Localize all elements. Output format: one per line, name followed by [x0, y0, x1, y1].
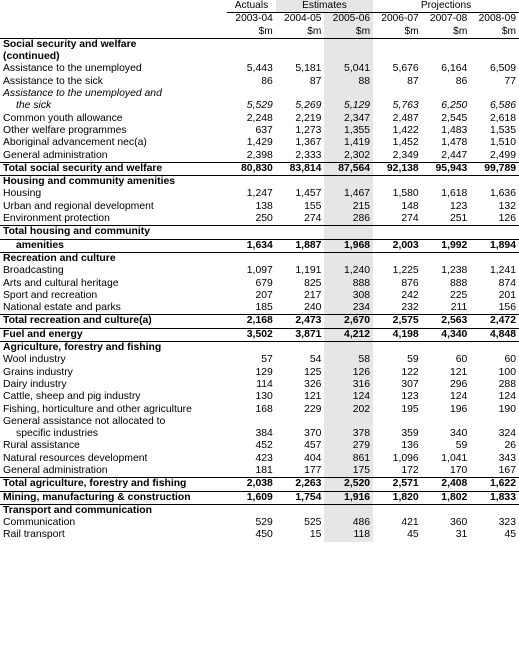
- value-cell: 2,447: [441, 149, 468, 161]
- header-unit: $m: [422, 26, 471, 39]
- row-label: Cattle, sheep and pig industry: [3, 391, 141, 403]
- value-cell: 274: [401, 213, 419, 225]
- value-cell: 125: [304, 366, 322, 378]
- header-unit: $m: [227, 26, 276, 39]
- value-cell: 6,586: [489, 100, 516, 112]
- header-year: 2005-06: [324, 13, 373, 26]
- value-cell: 876: [401, 277, 419, 289]
- row-label: Assistance to the unemployed and: [3, 88, 162, 100]
- table-row: [0, 290, 519, 302]
- value-cell: 457: [304, 440, 322, 452]
- value-cell: 132: [498, 200, 516, 212]
- value-cell: 2,263: [276, 478, 325, 491]
- value-cell: 1,916: [324, 491, 373, 504]
- table-row: [0, 100, 519, 112]
- value-cell: 175: [324, 465, 373, 478]
- value-cell: 1,636: [489, 188, 516, 200]
- value-cell: 1,968: [324, 239, 373, 252]
- row-label: National estate and parks: [3, 302, 121, 314]
- row-label: Fuel and energy: [0, 328, 227, 341]
- value-cell: 1,367: [295, 137, 322, 149]
- total-row: [0, 491, 519, 504]
- value-cell: 195: [401, 403, 419, 415]
- value-cell: 80,830: [227, 162, 276, 175]
- value-cell: 168: [255, 403, 273, 415]
- value-cell: 92,138: [373, 162, 422, 175]
- value-cell: 250: [255, 213, 273, 225]
- header-unit: $m: [276, 26, 325, 39]
- value-cell: 156: [498, 302, 516, 314]
- table-row: [0, 391, 519, 403]
- row-label: Natural resources development: [3, 452, 148, 464]
- value-cell: 1,422: [392, 124, 419, 136]
- value-cell: 225: [449, 289, 468, 301]
- value-cell: 529: [255, 517, 273, 529]
- section-heading-row: [0, 252, 519, 265]
- row-label: Sport and recreation: [3, 289, 98, 301]
- header-years-row: [0, 13, 519, 26]
- total-row: [0, 239, 519, 252]
- value-cell: 122: [401, 366, 419, 378]
- table-row: [0, 278, 519, 290]
- value-cell: 83,814: [276, 162, 325, 175]
- table-row: [0, 367, 519, 379]
- value-cell: 130: [255, 391, 273, 403]
- row-label: (continued): [3, 51, 60, 63]
- value-cell: 1,096: [392, 452, 419, 464]
- value-cell: 5,443: [246, 63, 273, 75]
- value-cell: 31: [455, 529, 468, 541]
- row-label: Total housing and community: [0, 226, 227, 239]
- value-cell: 1,580: [392, 188, 419, 200]
- header-year: 2008-09: [478, 13, 516, 25]
- table-row: [0, 51, 519, 63]
- header-unit: $m: [324, 26, 373, 39]
- value-cell: 185: [255, 302, 273, 314]
- value-cell: 1,240: [324, 265, 373, 277]
- value-cell: 87,564: [324, 162, 373, 175]
- value-cell: 1,634: [227, 239, 276, 252]
- value-cell: 324: [498, 428, 516, 440]
- value-cell: 5,181: [295, 63, 322, 75]
- row-label: Common youth allowance: [3, 112, 123, 124]
- row-label: Communication: [3, 517, 76, 529]
- value-cell: 1,618: [441, 188, 468, 200]
- value-cell: 404: [304, 452, 322, 464]
- value-cell: 240: [304, 302, 322, 314]
- value-cell: 1,191: [295, 265, 322, 277]
- value-cell: 861: [324, 453, 373, 465]
- header-year: 2006-07: [381, 13, 419, 25]
- value-cell: 60: [504, 354, 516, 366]
- total-row: [0, 478, 519, 491]
- table-row: [0, 76, 519, 88]
- header-unit: $m: [373, 26, 422, 39]
- value-cell: 2,398: [246, 149, 273, 161]
- value-cell: 5,129: [324, 100, 373, 112]
- header-projections: Projections: [373, 0, 519, 13]
- value-cell: 232: [401, 302, 419, 314]
- value-cell: 2,618: [489, 112, 516, 124]
- value-cell: 286: [324, 213, 373, 226]
- value-cell: 1,754: [276, 491, 325, 504]
- value-cell: 5,676: [392, 63, 419, 75]
- row-label: General administration: [3, 149, 108, 161]
- value-cell: 343: [498, 452, 516, 464]
- value-cell: 201: [498, 289, 516, 301]
- value-cell: 4,198: [373, 328, 422, 341]
- value-cell: 2,575: [373, 315, 422, 328]
- section-heading-row: [0, 176, 519, 189]
- value-cell: 5,529: [246, 100, 273, 112]
- value-cell: 251: [449, 213, 468, 225]
- total-row: [0, 162, 519, 175]
- row-label: Housing and community amenities: [3, 176, 176, 188]
- value-cell: 86: [261, 75, 273, 87]
- value-cell: 2,038: [227, 478, 276, 491]
- table-body: [0, 38, 519, 541]
- value-cell: 323: [498, 517, 516, 529]
- value-cell: 99,789: [470, 162, 519, 175]
- value-cell: 5,041: [324, 63, 373, 75]
- value-cell: 45: [407, 529, 419, 541]
- row-label: Assistance to the unemployed: [3, 63, 142, 75]
- value-cell: 1,273: [295, 124, 322, 136]
- value-cell: 242: [401, 289, 419, 301]
- row-label: General assistance not allocated to: [3, 415, 166, 427]
- value-cell: 308: [324, 290, 373, 302]
- table-row: [0, 63, 519, 75]
- section-heading-row: [0, 38, 519, 51]
- value-cell: 60: [455, 354, 468, 366]
- value-cell: 100: [498, 366, 516, 378]
- value-cell: 2,487: [392, 112, 419, 124]
- value-cell: 4,848: [470, 328, 519, 341]
- row-label: Recreation and culture: [3, 252, 116, 264]
- value-cell: 2,571: [373, 478, 422, 491]
- value-cell: 6,509: [489, 63, 516, 75]
- value-cell: 15: [309, 529, 322, 541]
- row-label: Wool industry: [3, 354, 66, 366]
- value-cell: 378: [324, 428, 373, 440]
- table-row: [0, 150, 519, 163]
- value-cell: 1,478: [441, 137, 468, 149]
- value-cell: 2,003: [373, 239, 422, 252]
- table-row: [0, 302, 519, 315]
- value-cell: 2,545: [441, 112, 468, 124]
- table-row: [0, 188, 519, 200]
- value-cell: 288: [498, 378, 516, 390]
- value-cell: 114: [256, 378, 273, 390]
- header-actuals: Actuals: [227, 0, 276, 13]
- table-row: [0, 379, 519, 391]
- value-cell: 207: [255, 289, 273, 301]
- table-row: [0, 113, 519, 125]
- table-row: [0, 125, 519, 137]
- value-cell: 211: [450, 302, 468, 314]
- row-label: Broadcasting: [3, 265, 64, 277]
- value-cell: 2,473: [276, 315, 325, 328]
- row-label: Urban and regional development: [3, 200, 154, 212]
- value-cell: 217: [304, 289, 322, 301]
- value-cell: 95,943: [422, 162, 471, 175]
- value-cell: 1,355: [324, 125, 373, 137]
- value-cell: 1,510: [489, 137, 516, 149]
- value-cell: 87: [309, 75, 322, 87]
- value-cell: 6,164: [441, 63, 468, 75]
- value-cell: 486: [324, 517, 373, 529]
- value-cell: 2,472: [470, 315, 519, 328]
- value-cell: 888: [324, 278, 373, 290]
- row-label: Arts and cultural heritage: [3, 277, 119, 289]
- value-cell: 181: [255, 464, 273, 476]
- value-cell: 2,219: [295, 112, 322, 124]
- value-cell: 316: [324, 379, 373, 391]
- value-cell: 1,820: [373, 491, 422, 504]
- table-row: [0, 404, 519, 416]
- table-row: [0, 201, 519, 213]
- value-cell: 87: [407, 75, 419, 87]
- row-label: Environment protection: [3, 213, 110, 225]
- row-label: Total social security and welfare: [0, 162, 227, 175]
- value-cell: 274: [304, 213, 322, 225]
- value-cell: 1,802: [422, 491, 471, 504]
- row-label: Agriculture, forestry and fishing: [3, 342, 162, 354]
- value-cell: 123: [449, 200, 468, 212]
- value-cell: 1,241: [489, 265, 516, 277]
- value-cell: 2,499: [489, 149, 516, 161]
- value-cell: 450: [255, 529, 273, 541]
- value-cell: 229: [304, 403, 322, 415]
- value-cell: 2,670: [324, 315, 373, 328]
- value-cell: 2,347: [324, 113, 373, 125]
- row-label: Other welfare programmes: [3, 124, 127, 136]
- value-cell: 138: [255, 200, 273, 212]
- value-cell: 2,248: [246, 112, 273, 124]
- value-cell: 5,269: [295, 100, 322, 112]
- value-cell: 370: [304, 428, 322, 440]
- value-cell: 124: [498, 391, 516, 403]
- table-row: [0, 453, 519, 465]
- value-cell: 77: [504, 75, 516, 87]
- row-label: Mining, manufacturing & construction: [0, 491, 227, 504]
- value-cell: 86: [455, 75, 468, 87]
- row-label: Housing: [3, 188, 42, 200]
- row-label: Grains industry: [3, 366, 73, 378]
- value-cell: 307: [401, 378, 419, 390]
- header-units-row: [0, 26, 519, 39]
- value-cell: 1,887: [276, 239, 325, 252]
- header-year: 2007-08: [429, 13, 468, 25]
- value-cell: 359: [401, 428, 419, 440]
- value-cell: 2,520: [324, 478, 373, 491]
- value-cell: 2,563: [422, 315, 471, 328]
- value-cell: 45: [504, 529, 516, 541]
- value-cell: 26: [504, 440, 516, 452]
- value-cell: 54: [309, 354, 322, 366]
- row-label: Total recreation and culture(a): [0, 315, 227, 328]
- value-cell: 326: [304, 378, 322, 390]
- value-cell: 190: [498, 403, 516, 415]
- value-cell: 421: [401, 517, 419, 529]
- value-cell: 170: [449, 464, 468, 476]
- row-label: Social security and welfare: [3, 38, 137, 50]
- value-cell: 888: [449, 277, 468, 289]
- value-cell: 2,302: [324, 150, 373, 163]
- value-cell: 1,609: [227, 491, 276, 504]
- row-label: Dairy industry: [3, 378, 67, 390]
- value-cell: 1,097: [246, 265, 273, 277]
- value-cell: 340: [449, 428, 468, 440]
- value-cell: 167: [498, 464, 516, 476]
- value-cell: 1,225: [392, 265, 419, 277]
- value-cell: 4,340: [422, 328, 471, 341]
- value-cell: 825: [304, 277, 322, 289]
- value-cell: 296: [449, 378, 468, 390]
- value-cell: 172: [401, 464, 419, 476]
- value-cell: 1,833: [470, 491, 519, 504]
- table-row: [0, 265, 519, 277]
- value-cell: 57: [261, 354, 273, 366]
- value-cell: 124: [449, 391, 468, 403]
- table-row: [0, 416, 519, 428]
- row-label: Rural assistance: [3, 440, 80, 452]
- header-year: 2004-05: [284, 13, 322, 25]
- row-label: amenities: [0, 239, 227, 252]
- value-cell: 126: [324, 367, 373, 379]
- row-label: the sick: [16, 100, 52, 112]
- table-row: [0, 440, 519, 452]
- table-row: [0, 354, 519, 366]
- row-label: specific industries: [16, 428, 99, 440]
- value-cell: 118: [324, 529, 373, 541]
- value-cell: 1,483: [441, 124, 468, 136]
- value-cell: 148: [401, 200, 419, 212]
- row-label: Rail transport: [3, 529, 65, 541]
- total-row: [0, 328, 519, 341]
- value-cell: 679: [255, 277, 273, 289]
- value-cell: 452: [255, 440, 273, 452]
- header-year: 2003-04: [235, 13, 273, 25]
- value-cell: 234: [324, 302, 373, 315]
- value-cell: 2,333: [295, 149, 322, 161]
- table-row: [0, 137, 519, 149]
- value-cell: 1,467: [324, 188, 373, 200]
- value-cell: 196: [449, 403, 468, 415]
- row-label: Transport and communication: [3, 504, 152, 516]
- value-cell: 874: [498, 277, 516, 289]
- section-heading-row: [0, 504, 519, 517]
- value-cell: 2,408: [422, 478, 471, 491]
- header-unit: $m: [470, 26, 519, 39]
- value-cell: 136: [401, 440, 419, 452]
- value-cell: 58: [324, 354, 373, 366]
- value-cell: 423: [255, 452, 273, 464]
- value-cell: 155: [304, 200, 322, 212]
- value-cell: 215: [324, 201, 373, 213]
- value-cell: 637: [255, 124, 273, 136]
- value-cell: 1,041: [441, 452, 468, 464]
- value-cell: 384: [255, 428, 273, 440]
- row-label: Fishing, horticulture and other agriculture: [3, 403, 192, 415]
- value-cell: 4,212: [324, 328, 373, 341]
- value-cell: 2,349: [392, 149, 419, 161]
- value-cell: 124: [324, 391, 373, 403]
- table-row: [0, 465, 519, 478]
- value-cell: 1,238: [441, 265, 468, 277]
- value-cell: 360: [449, 517, 468, 529]
- value-cell: 126: [498, 213, 516, 225]
- value-cell: 121: [449, 366, 468, 378]
- value-cell: 1,429: [246, 137, 273, 149]
- table-row: [0, 428, 519, 440]
- row-label: General administration: [3, 464, 108, 476]
- value-cell: 1,247: [246, 188, 273, 200]
- value-cell: 1,419: [324, 137, 373, 149]
- value-cell: 129: [255, 366, 273, 378]
- value-cell: 202: [324, 404, 373, 416]
- value-cell: 6,250: [441, 100, 468, 112]
- value-cell: 123: [401, 391, 419, 403]
- value-cell: 88: [324, 76, 373, 88]
- value-cell: 59: [407, 354, 419, 366]
- value-cell: 3,502: [227, 328, 276, 341]
- value-cell: 525: [304, 517, 322, 529]
- table-row: [0, 88, 519, 100]
- row-label: Total agriculture, forestry and fishing: [0, 478, 227, 491]
- value-cell: 1,622: [470, 478, 519, 491]
- value-cell: 177: [304, 464, 322, 476]
- table-row: [0, 529, 519, 541]
- value-cell: 1,452: [392, 137, 419, 149]
- value-cell: 3,871: [276, 328, 325, 341]
- value-cell: 1,535: [489, 124, 516, 136]
- value-cell: 121: [304, 391, 322, 403]
- table-row: [0, 213, 519, 226]
- row-label: Assistance to the sick: [3, 75, 103, 87]
- value-cell: 2,168: [227, 315, 276, 328]
- value-cell: 1,457: [295, 188, 322, 200]
- total-row: [0, 315, 519, 328]
- total-row: [0, 226, 519, 239]
- value-cell: 1,992: [422, 239, 471, 252]
- header-group-row: [0, 0, 519, 13]
- value-cell: 5,763: [392, 100, 419, 112]
- value-cell: 59: [455, 440, 468, 452]
- value-cell: 1,894: [470, 239, 519, 252]
- header-estimates: Estimates: [276, 0, 373, 13]
- value-cell: 279: [324, 440, 373, 452]
- section-heading-row: [0, 342, 519, 355]
- table-row: [0, 517, 519, 529]
- row-label: Aboriginal advancement nec(a): [3, 137, 147, 149]
